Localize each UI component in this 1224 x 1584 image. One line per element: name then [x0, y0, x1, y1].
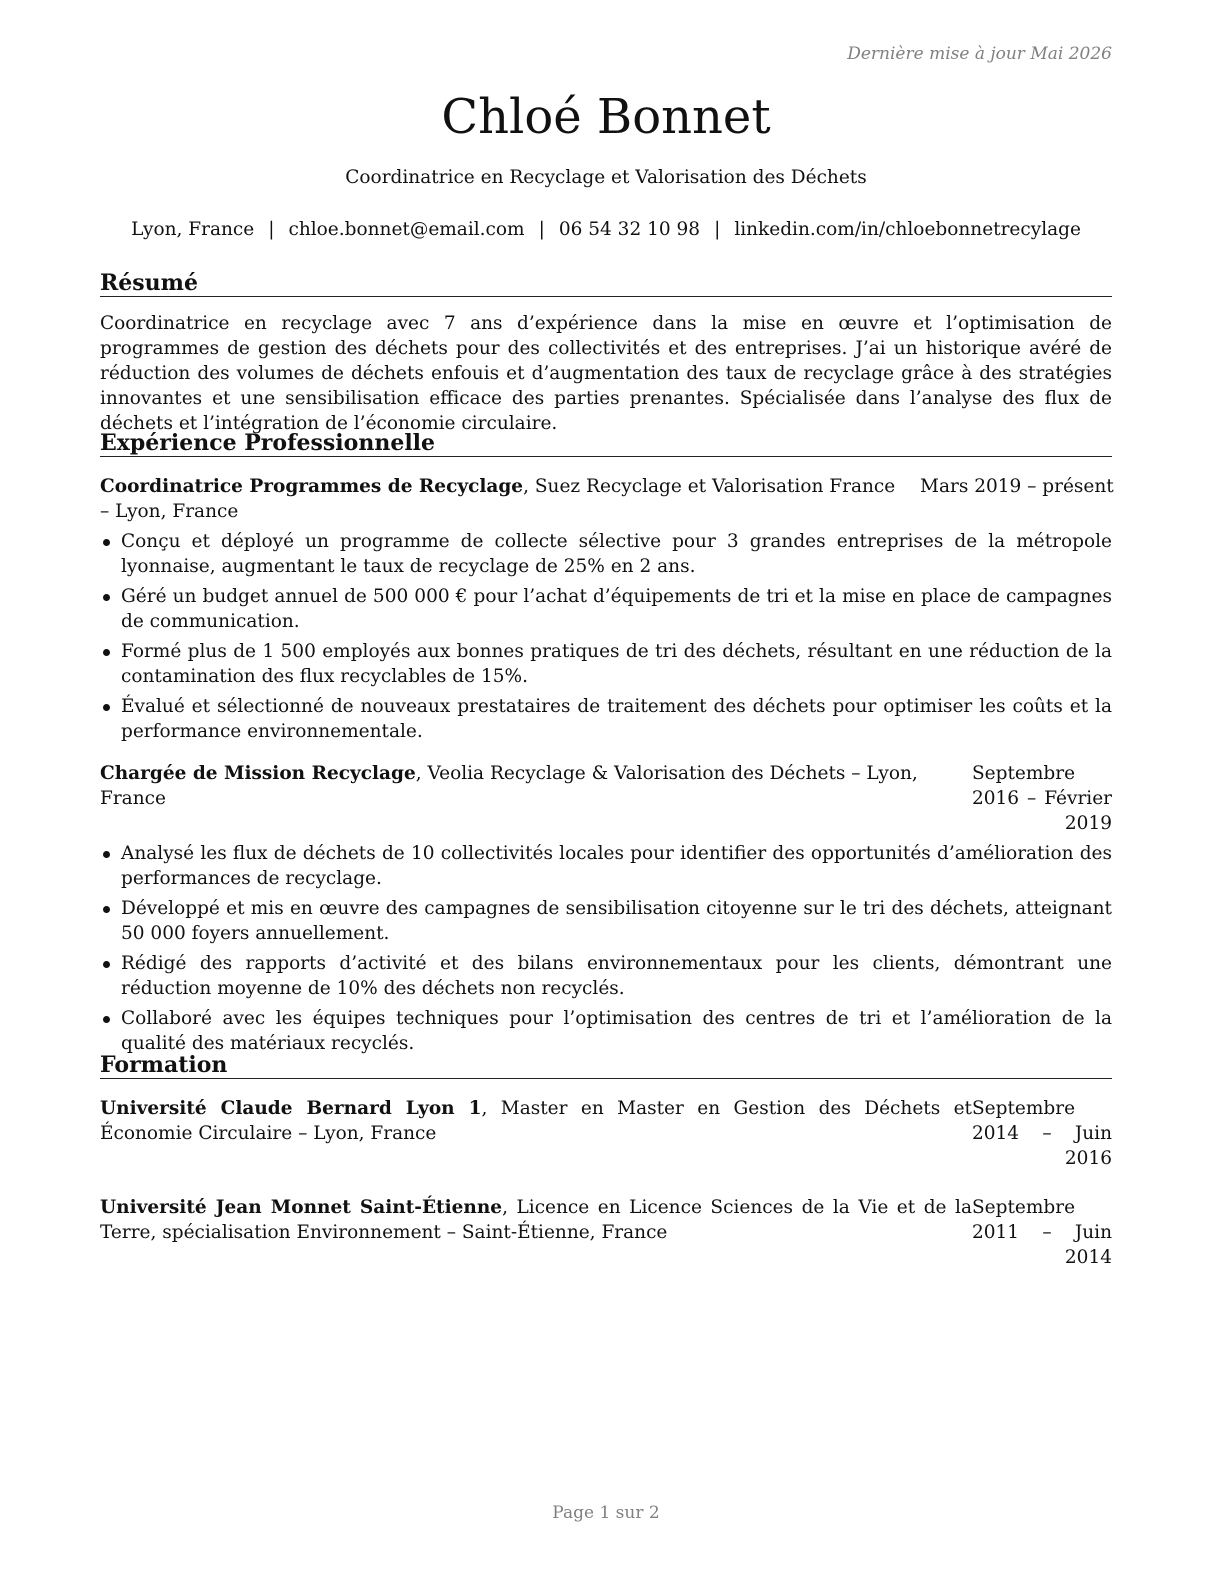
job-dates: Septembre 2016 – Février 2019 [972, 763, 1112, 834]
candidate-title: Coordinatrice en Recyclage et Valorisation des Déchets [345, 167, 867, 188]
bullet-text: Rédigé des rapports d’activité et des bilans environnementaux pour les clients, démontrant une réduction moyenne de 10% des déchets non recyclés. [121, 953, 1112, 999]
contact-separator: | [714, 219, 721, 240]
experience-section [100, 430, 1112, 1061]
job-role: Chargée de Mission Recyclage [100, 763, 416, 784]
job-bullets [100, 529, 1112, 744]
bullet-text: Géré un budget annuel de 500 000 € pour l’achat d’équipements de tri et la mise en place de campagnes de communication. [121, 586, 1112, 632]
education-entry [100, 1195, 1112, 1270]
list-item [100, 529, 1112, 579]
job-organization: , Veolia Recyclage & Valorisation des Déchets – Lyon, France [100, 763, 918, 809]
summary-heading: Résumé [100, 270, 1112, 297]
summary-text: Coordinatrice en recyclage avec 7 ans d’expérience dans la mise en œuvre et l’optimisation de programmes de gestion des déchets pour des collectivités et des entreprises. J’ai un historique avéré de réduction des volumes de déchets enfouis et d’augmentation des taux de recyclage grâce à des stratégies innovantes et une sensibilisation efficace des parties prenantes. Spécialisée dans l’analyse des flux de déchets et l’intégration de l’économie circulaire. [100, 313, 1112, 434]
experience-heading: Expérience Professionnelle [100, 430, 1112, 457]
list-item [100, 639, 1112, 689]
contact-linkedin[interactable]: linkedin.com/in/chloebonnetrecylage [734, 219, 1081, 240]
bullet-text: Conçu et déployé un programme de collecte sélective pour 3 grandes entreprises de la métropole lyonnaise, augmentant le taux de recyclage de 25% en 2 ans. [121, 531, 1112, 577]
resume-page [100, 0, 1112, 1584]
list-item [100, 841, 1112, 891]
contact-line [100, 219, 1112, 240]
bullet-icon [103, 906, 110, 913]
education-dates: Septembre 2011 – Juin 2014 [972, 1197, 1112, 1268]
list-item [100, 1006, 1112, 1056]
education-school: Université Claude Bernard Lyon 1 [100, 1098, 482, 1119]
page-number: Page 1 sur 2 [552, 1503, 660, 1523]
job-organization: , Suez Recyclage et Valorisation France – Lyon, France [100, 476, 896, 522]
list-item [100, 694, 1112, 744]
job-header [100, 761, 1112, 836]
education-degree-line [100, 1096, 972, 1146]
job-role-line [100, 474, 900, 524]
bullet-text: Collaboré avec les équipes techniques pour l’optimisation des centres de tri et l’amélioration de la qualité des matériaux recyclés. [121, 1008, 1112, 1054]
job-dates: Mars 2019 – présent [920, 476, 1114, 497]
last-updated-date: Dernière mise à jour Mai 2026 [847, 44, 1112, 64]
bullet-icon [103, 649, 110, 656]
education-school: Université Jean Monnet Saint-Étienne [100, 1197, 503, 1218]
bullet-text: Formé plus de 1 500 employés aux bonnes pratiques de tri des déchets, résultant en une réduction de la contamination des flux recyclables de 15%. [121, 641, 1112, 687]
contact-separator: | [538, 219, 545, 240]
list-item [100, 896, 1112, 946]
contact-separator: | [268, 219, 275, 240]
education-section [100, 1052, 1112, 1270]
candidate-name: Chloé Bonnet [441, 89, 771, 145]
list-item [100, 951, 1112, 1001]
bullet-icon [103, 539, 110, 546]
contact-phone: 06 54 32 10 98 [558, 219, 701, 240]
summary-section [100, 270, 1112, 436]
contact-email[interactable]: chloe.bonnet@email.com [288, 219, 525, 240]
job-header [100, 474, 1112, 524]
bullet-icon [103, 851, 110, 858]
education-heading: Formation [100, 1052, 1112, 1079]
list-item [100, 584, 1112, 634]
job-entry [100, 474, 1112, 744]
education-degree: , Master en Master en Gestion des Déchets et Économie Circulaire – Lyon, France [100, 1098, 972, 1144]
education-degree: , Licence en Licence Sciences de la Vie et de la Terre, spécialisation Environnement – Saint-Étienne, France [100, 1197, 972, 1243]
bullet-icon [103, 594, 110, 601]
bullet-text: Évalué et sélectionné de nouveaux prestataires de traitement des déchets pour optimiser les coûts et la performance environnementale. [121, 696, 1112, 742]
job-entry [100, 761, 1112, 1056]
contact-location: Lyon, France [131, 219, 255, 240]
bullet-icon [103, 704, 110, 711]
bullet-text: Développé et mis en œuvre des campagnes de sensibilisation citoyenne sur le tri des déchets, atteignant 50 000 foyers annuellement. [121, 898, 1112, 944]
job-bullets [100, 841, 1112, 1056]
job-role: Coordinatrice Programmes de Recyclage [100, 476, 524, 497]
bullet-icon [103, 961, 110, 968]
bullet-text: Analysé les flux de déchets de 10 collectivités locales pour identifier des opportunités d’amélioration des performances de recyclage. [121, 843, 1112, 889]
bullet-icon [103, 1016, 110, 1023]
education-entry [100, 1096, 1112, 1171]
job-role-line [100, 761, 972, 811]
education-degree-line [100, 1195, 972, 1245]
education-dates: Septembre 2014 – Juin 2016 [972, 1098, 1112, 1169]
